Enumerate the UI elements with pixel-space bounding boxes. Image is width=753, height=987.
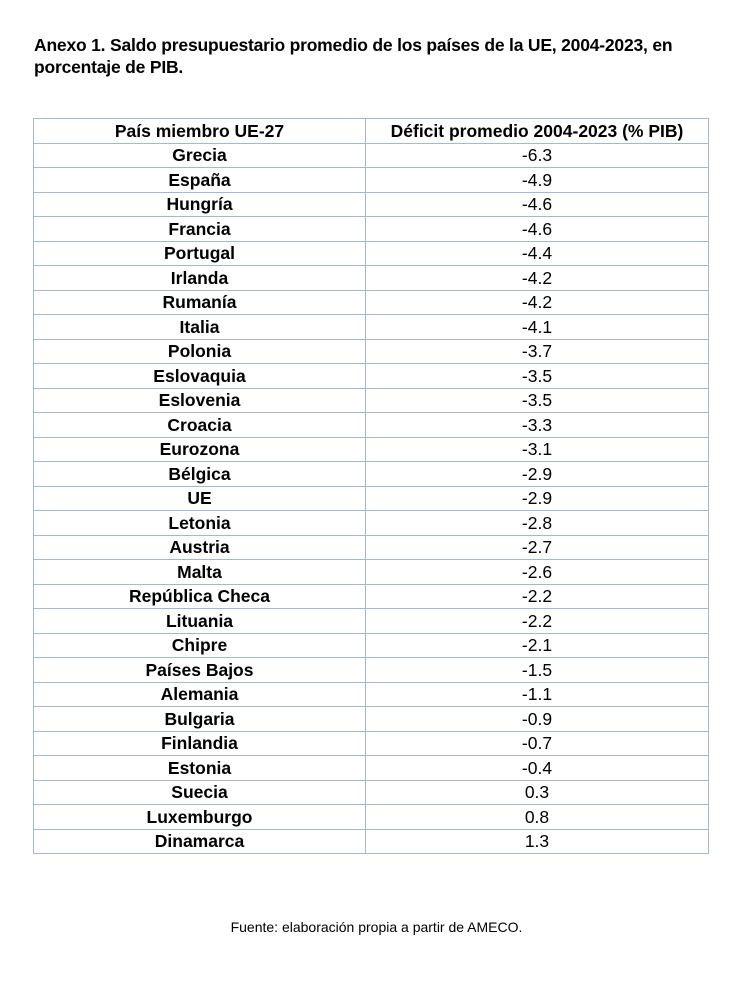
deficit-value-cell: -2.2 xyxy=(366,584,709,609)
table-row xyxy=(34,682,709,707)
table-row xyxy=(34,290,709,315)
deficit-value-cell: -1.5 xyxy=(366,658,709,683)
table-row xyxy=(34,805,709,830)
table-row xyxy=(34,241,709,266)
deficit-value-cell: -4.4 xyxy=(366,241,709,266)
country-cell: Suecia xyxy=(34,780,366,805)
table-row xyxy=(34,584,709,609)
table-row xyxy=(34,707,709,732)
table-row xyxy=(34,633,709,658)
deficit-table xyxy=(33,118,709,854)
country-cell: Francia xyxy=(34,217,366,242)
deficit-value-cell: -2.2 xyxy=(366,609,709,634)
document-title: Anexo 1. Saldo presupuestario promedio de los países de la UE, 2004-2023, en porcentaje de PIB. xyxy=(34,35,673,77)
table-row xyxy=(34,486,709,511)
table-row xyxy=(34,388,709,413)
deficit-value-cell: -3.3 xyxy=(366,413,709,438)
source-note: Fuente: elaboración propia a partir de AMECO. xyxy=(230,919,523,935)
table-row xyxy=(34,168,709,193)
table-header-row xyxy=(34,119,709,144)
deficit-value-cell: -4.2 xyxy=(366,266,709,291)
table-row xyxy=(34,462,709,487)
country-cell: Finlandia xyxy=(34,731,366,756)
table-row xyxy=(34,315,709,340)
country-cell: Luxemburgo xyxy=(34,805,366,830)
country-cell: Austria xyxy=(34,535,366,560)
deficit-value-cell: 1.3 xyxy=(366,829,709,854)
table-row xyxy=(34,609,709,634)
deficit-value-cell: 0.3 xyxy=(366,780,709,805)
country-cell: Rumanía xyxy=(34,290,366,315)
table-row xyxy=(34,266,709,291)
country-cell: Grecia xyxy=(34,143,366,168)
table-row xyxy=(34,731,709,756)
country-cell: Bulgaria xyxy=(34,707,366,732)
deficit-value-cell: -2.9 xyxy=(366,462,709,487)
deficit-value-cell: -2.9 xyxy=(366,486,709,511)
deficit-value-cell: -0.4 xyxy=(366,756,709,781)
header-deficit: Déficit promedio 2004-2023 (% PIB) xyxy=(366,119,709,144)
country-cell: España xyxy=(34,168,366,193)
table-row xyxy=(34,364,709,389)
deficit-value-cell: -4.9 xyxy=(366,168,709,193)
country-cell: Alemania xyxy=(34,682,366,707)
deficit-value-cell: -3.7 xyxy=(366,339,709,364)
deficit-value-cell: -2.6 xyxy=(366,560,709,585)
country-cell: Hungría xyxy=(34,192,366,217)
table-row xyxy=(34,339,709,364)
deficit-value-cell: -1.1 xyxy=(366,682,709,707)
deficit-value-cell: -3.1 xyxy=(366,437,709,462)
country-cell: Malta xyxy=(34,560,366,585)
country-cell: Eslovenia xyxy=(34,388,366,413)
deficit-value-cell: -4.6 xyxy=(366,217,709,242)
deficit-value-cell: -0.7 xyxy=(366,731,709,756)
table-body xyxy=(34,143,709,854)
table-row xyxy=(34,829,709,854)
table-row xyxy=(34,535,709,560)
table-row xyxy=(34,217,709,242)
table-row xyxy=(34,511,709,536)
deficit-value-cell: -4.2 xyxy=(366,290,709,315)
deficit-value-cell: -6.3 xyxy=(366,143,709,168)
country-cell: Chipre xyxy=(34,633,366,658)
table-row xyxy=(34,658,709,683)
country-cell: UE xyxy=(34,486,366,511)
country-cell: República Checa xyxy=(34,584,366,609)
country-cell: Eurozona xyxy=(34,437,366,462)
country-cell: Polonia xyxy=(34,339,366,364)
country-cell: Eslovaquia xyxy=(34,364,366,389)
header-country: País miembro UE-27 xyxy=(34,119,366,144)
deficit-value-cell: -3.5 xyxy=(366,364,709,389)
table-row xyxy=(34,413,709,438)
country-cell: Estonia xyxy=(34,756,366,781)
deficit-value-cell: -2.8 xyxy=(366,511,709,536)
table-row xyxy=(34,560,709,585)
country-cell: Letonia xyxy=(34,511,366,536)
table-row xyxy=(34,143,709,168)
deficit-value-cell: -2.7 xyxy=(366,535,709,560)
deficit-value-cell: -4.1 xyxy=(366,315,709,340)
table-row xyxy=(34,756,709,781)
table-row xyxy=(34,437,709,462)
deficit-value-cell: 0.8 xyxy=(366,805,709,830)
table-row xyxy=(34,192,709,217)
country-cell: Irlanda xyxy=(34,266,366,291)
table-row xyxy=(34,780,709,805)
deficit-value-cell: -3.5 xyxy=(366,388,709,413)
country-cell: Italia xyxy=(34,315,366,340)
deficit-value-cell: -0.9 xyxy=(366,707,709,732)
country-cell: Países Bajos xyxy=(34,658,366,683)
deficit-value-cell: -2.1 xyxy=(366,633,709,658)
country-cell: Croacia xyxy=(34,413,366,438)
country-cell: Portugal xyxy=(34,241,366,266)
country-cell: Bélgica xyxy=(34,462,366,487)
country-cell: Dinamarca xyxy=(34,829,366,854)
country-cell: Lituania xyxy=(34,609,366,634)
deficit-value-cell: -4.6 xyxy=(366,192,709,217)
